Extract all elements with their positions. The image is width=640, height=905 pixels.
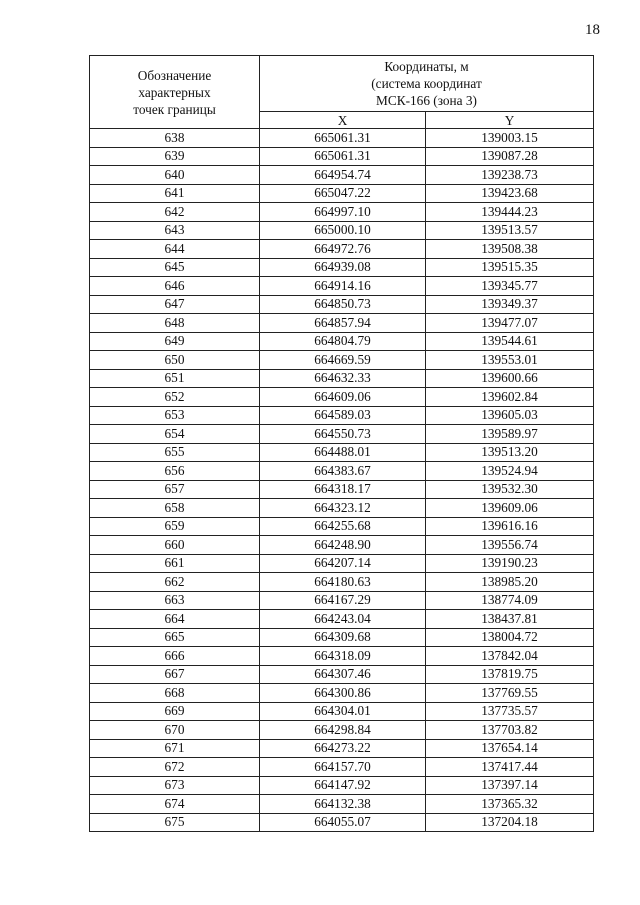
- point-number-cell: 671: [90, 739, 260, 758]
- x-coordinate-cell: 664273.22: [260, 739, 426, 758]
- coordinates-header: [260, 56, 594, 112]
- point-number-cell: 661: [90, 554, 260, 573]
- coordinates-table: [89, 55, 594, 832]
- table-row: [90, 813, 594, 832]
- point-number-cell: 659: [90, 517, 260, 536]
- y-coordinate-cell: 137703.82: [426, 721, 594, 740]
- point-number-cell: 643: [90, 221, 260, 240]
- table-row: [90, 480, 594, 499]
- point-number-cell: 648: [90, 314, 260, 333]
- y-coordinate-cell: 139190.23: [426, 554, 594, 573]
- table-row: [90, 721, 594, 740]
- y-coordinate-cell: 139553.01: [426, 351, 594, 370]
- point-number-cell: 646: [90, 277, 260, 296]
- x-coordinate-cell: 664488.01: [260, 443, 426, 462]
- x-coordinate-cell: 664300.86: [260, 684, 426, 703]
- point-number-cell: 669: [90, 702, 260, 721]
- y-coordinate-cell: 137769.55: [426, 684, 594, 703]
- table-row: [90, 443, 594, 462]
- point-number-cell: 654: [90, 425, 260, 444]
- point-number-cell: 642: [90, 203, 260, 222]
- y-coordinate-cell: 139600.66: [426, 369, 594, 388]
- table-row: [90, 591, 594, 610]
- point-number-cell: 675: [90, 813, 260, 832]
- x-coordinate-cell: 664609.06: [260, 388, 426, 407]
- x-coordinate-cell: 664055.07: [260, 813, 426, 832]
- x-coordinate-cell: 664248.90: [260, 536, 426, 555]
- x-coordinate-cell: 664255.68: [260, 517, 426, 536]
- table-row: [90, 665, 594, 684]
- y-coordinate-cell: 139544.61: [426, 332, 594, 351]
- point-number-cell: 656: [90, 462, 260, 481]
- point-number-cell: 641: [90, 184, 260, 203]
- point-number-cell: 653: [90, 406, 260, 425]
- table-row: [90, 554, 594, 573]
- x-coordinate-cell: 664207.14: [260, 554, 426, 573]
- y-coordinate-cell: 139524.94: [426, 462, 594, 481]
- table-row: [90, 406, 594, 425]
- y-coordinate-cell: 139556.74: [426, 536, 594, 555]
- x-coordinate-cell: 664307.46: [260, 665, 426, 684]
- table-body: [90, 129, 594, 832]
- table-row: [90, 184, 594, 203]
- x-coordinate-cell: 664804.79: [260, 332, 426, 351]
- point-number-cell: 652: [90, 388, 260, 407]
- y-coordinate-cell: 138774.09: [426, 591, 594, 610]
- x-coordinate-cell: 664954.74: [260, 166, 426, 185]
- y-coordinate-cell: 139345.77: [426, 277, 594, 296]
- table-row: [90, 147, 594, 166]
- x-coordinate-cell: 664157.70: [260, 758, 426, 777]
- x-column-header: X: [260, 112, 426, 129]
- point-number-cell: 645: [90, 258, 260, 277]
- x-coordinate-cell: 664309.68: [260, 628, 426, 647]
- point-number-cell: 658: [90, 499, 260, 518]
- y-coordinate-cell: 137417.44: [426, 758, 594, 777]
- y-coordinate-cell: 139513.20: [426, 443, 594, 462]
- point-number-cell: 665: [90, 628, 260, 647]
- x-coordinate-cell: 665061.31: [260, 147, 426, 166]
- y-coordinate-cell: 139238.73: [426, 166, 594, 185]
- x-coordinate-cell: 664318.09: [260, 647, 426, 666]
- y-coordinate-cell: 138437.81: [426, 610, 594, 629]
- x-coordinate-cell: 664914.16: [260, 277, 426, 296]
- y-coordinate-cell: 139444.23: [426, 203, 594, 222]
- table-row: [90, 203, 594, 222]
- x-coordinate-cell: 665061.31: [260, 129, 426, 148]
- table-row: [90, 277, 594, 296]
- point-number-cell: 673: [90, 776, 260, 795]
- x-coordinate-cell: 664323.12: [260, 499, 426, 518]
- y-coordinate-cell: 137204.18: [426, 813, 594, 832]
- table-row: [90, 795, 594, 814]
- table-row: [90, 388, 594, 407]
- point-number-cell: 672: [90, 758, 260, 777]
- table-row: [90, 314, 594, 333]
- x-coordinate-cell: 665047.22: [260, 184, 426, 203]
- point-number-cell: 668: [90, 684, 260, 703]
- point-number-cell: 660: [90, 536, 260, 555]
- y-coordinate-cell: 137842.04: [426, 647, 594, 666]
- y-coordinate-cell: 139003.15: [426, 129, 594, 148]
- x-coordinate-cell: 664167.29: [260, 591, 426, 610]
- point-number-cell: 663: [90, 591, 260, 610]
- table-row: [90, 462, 594, 481]
- table-row: [90, 702, 594, 721]
- y-coordinate-cell: 138985.20: [426, 573, 594, 592]
- table-row: [90, 425, 594, 444]
- table-row: [90, 739, 594, 758]
- point-number-cell: 670: [90, 721, 260, 740]
- x-coordinate-cell: 664589.03: [260, 406, 426, 425]
- point-number-cell: 644: [90, 240, 260, 259]
- y-coordinate-cell: 137365.32: [426, 795, 594, 814]
- x-coordinate-cell: 664972.76: [260, 240, 426, 259]
- x-coordinate-cell: 664850.73: [260, 295, 426, 314]
- point-label-line: Обозначение: [137, 67, 212, 83]
- x-coordinate-cell: 664939.08: [260, 258, 426, 277]
- point-number-cell: 638: [90, 129, 260, 148]
- x-coordinate-cell: 664147.92: [260, 776, 426, 795]
- table-row: [90, 517, 594, 536]
- point-number-cell: 655: [90, 443, 260, 462]
- table-row: [90, 221, 594, 240]
- table-row: [90, 758, 594, 777]
- x-coordinate-cell: 664550.73: [260, 425, 426, 444]
- x-coordinate-cell: 664669.59: [260, 351, 426, 370]
- point-number-cell: 647: [90, 295, 260, 314]
- table-row: [90, 295, 594, 314]
- point-number-cell: 639: [90, 147, 260, 166]
- x-coordinate-cell: 664383.67: [260, 462, 426, 481]
- point-number-cell: 674: [90, 795, 260, 814]
- point-number-cell: 651: [90, 369, 260, 388]
- point-label-line: точек границы: [133, 101, 216, 117]
- point-label-line: характерных: [138, 84, 211, 100]
- table-row: [90, 369, 594, 388]
- point-label-header: [90, 56, 260, 129]
- coords-label-line: Координаты, м: [384, 59, 469, 74]
- y-coordinate-cell: 139609.06: [426, 499, 594, 518]
- point-number-cell: 667: [90, 665, 260, 684]
- table-row: [90, 499, 594, 518]
- x-coordinate-cell: 664180.63: [260, 573, 426, 592]
- table-row: [90, 351, 594, 370]
- point-number-cell: 640: [90, 166, 260, 185]
- x-coordinate-cell: 664132.38: [260, 795, 426, 814]
- y-coordinate-cell: 139602.84: [426, 388, 594, 407]
- table-row: [90, 166, 594, 185]
- y-coordinate-cell: 139532.30: [426, 480, 594, 499]
- point-number-cell: 649: [90, 332, 260, 351]
- table-row: [90, 258, 594, 277]
- y-coordinate-cell: 139616.16: [426, 517, 594, 536]
- y-coordinate-cell: 139423.68: [426, 184, 594, 203]
- coords-label-line: (система координат: [371, 76, 482, 91]
- table-row: [90, 573, 594, 592]
- table-row: [90, 776, 594, 795]
- coords-label-line: МСК-166 (зона 3): [376, 93, 477, 108]
- y-coordinate-cell: 139508.38: [426, 240, 594, 259]
- x-coordinate-cell: 664632.33: [260, 369, 426, 388]
- y-coordinate-cell: 139515.35: [426, 258, 594, 277]
- x-coordinate-cell: 664318.17: [260, 480, 426, 499]
- y-coordinate-cell: 137735.57: [426, 702, 594, 721]
- page-number: 18: [585, 22, 600, 38]
- table-row: [90, 647, 594, 666]
- y-coordinate-cell: 139087.28: [426, 147, 594, 166]
- x-coordinate-cell: 664857.94: [260, 314, 426, 333]
- y-coordinate-cell: 137819.75: [426, 665, 594, 684]
- point-number-cell: 662: [90, 573, 260, 592]
- y-coordinate-cell: 139605.03: [426, 406, 594, 425]
- point-number-cell: 664: [90, 610, 260, 629]
- table-row: [90, 684, 594, 703]
- y-coordinate-cell: 137654.14: [426, 739, 594, 758]
- y-coordinate-cell: 139477.07: [426, 314, 594, 333]
- y-coordinate-cell: 138004.72: [426, 628, 594, 647]
- x-coordinate-cell: 664243.04: [260, 610, 426, 629]
- table-row: [90, 332, 594, 351]
- table-row: [90, 536, 594, 555]
- y-coordinate-cell: 139589.97: [426, 425, 594, 444]
- table-row: [90, 240, 594, 259]
- table-row: [90, 129, 594, 148]
- x-coordinate-cell: 664304.01: [260, 702, 426, 721]
- table-row: [90, 610, 594, 629]
- point-number-cell: 650: [90, 351, 260, 370]
- y-coordinate-cell: 139349.37: [426, 295, 594, 314]
- y-coordinate-cell: 139513.57: [426, 221, 594, 240]
- table-row: [90, 628, 594, 647]
- y-coordinate-cell: 137397.14: [426, 776, 594, 795]
- point-number-cell: 666: [90, 647, 260, 666]
- x-coordinate-cell: 665000.10: [260, 221, 426, 240]
- point-number-cell: 657: [90, 480, 260, 499]
- y-column-header: Y: [426, 112, 594, 129]
- x-coordinate-cell: 664997.10: [260, 203, 426, 222]
- x-coordinate-cell: 664298.84: [260, 721, 426, 740]
